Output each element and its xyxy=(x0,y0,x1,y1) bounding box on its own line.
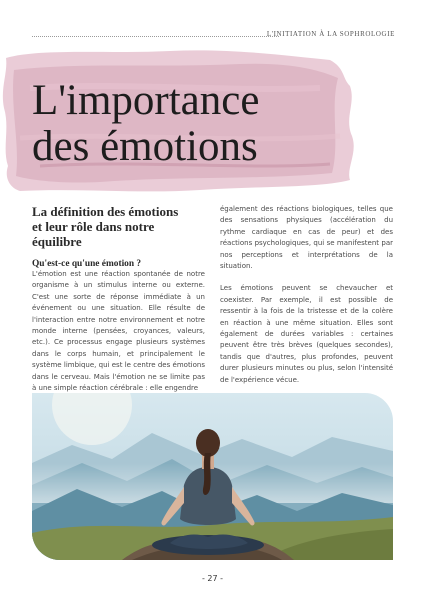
page-number: - 27 - xyxy=(201,574,224,583)
right-paragraph-1: également des réactions biologiques, telles que des sensations physiques (accélération du rythme cardiaque en cas de peur) et des réactions psychologiques, qui se manifestent par nos perceptions et interprétations de la situation. xyxy=(220,205,393,271)
running-header: L'INITIATION À LA SOPHROLOGIE xyxy=(266,30,395,38)
subheading: Qu'est-ce qu'une émotion ? xyxy=(32,259,142,269)
section-heading-line-1: La définition des émotions xyxy=(32,204,179,219)
left-column xyxy=(32,204,205,394)
right-paragraph-2: Les émotions peuvent se chevaucher et coexister. Par exemple, il est possible de ressentir à la fois de la tristesse et de la colère en réaction à une même situation. Elles sont également de durées variables : certaines peuvent être très brèves (quelques secondes), tandis que d'autres, plus profondes, peuvent durer plusieurs minutes ou plus, selon l'intensité de l'expérience vécue. xyxy=(220,284,393,384)
right-column xyxy=(220,204,393,386)
meditation-illustration xyxy=(32,393,393,560)
left-paragraph: L'émotion est une réaction spontanée de notre organisme à un stimulus interne ou externe. C'est une sorte de réponse immédiate à un événement ou une situation. Elle résulte de l'interaction entre notre environnement et notre monde interne (pensées, croyances, valeurs, etc.). Ce processus engage plusieurs systèmes dans le corps humain, et principalement le système limbique, qui est le centre des émotions dans le cerveau. Mais l'émotion ne se limite pas à une simple réaction cérébrale : elle engendre xyxy=(32,270,205,393)
page-title xyxy=(32,78,372,170)
section-heading-line-2: et leur rôle dans notre équilibre xyxy=(32,219,155,249)
header-dotted-line xyxy=(32,36,279,37)
title-line-2: des émotions xyxy=(32,123,258,170)
section-heading xyxy=(32,204,205,249)
title-line-1: L'importance xyxy=(32,77,260,124)
meditation-photo xyxy=(32,393,393,560)
